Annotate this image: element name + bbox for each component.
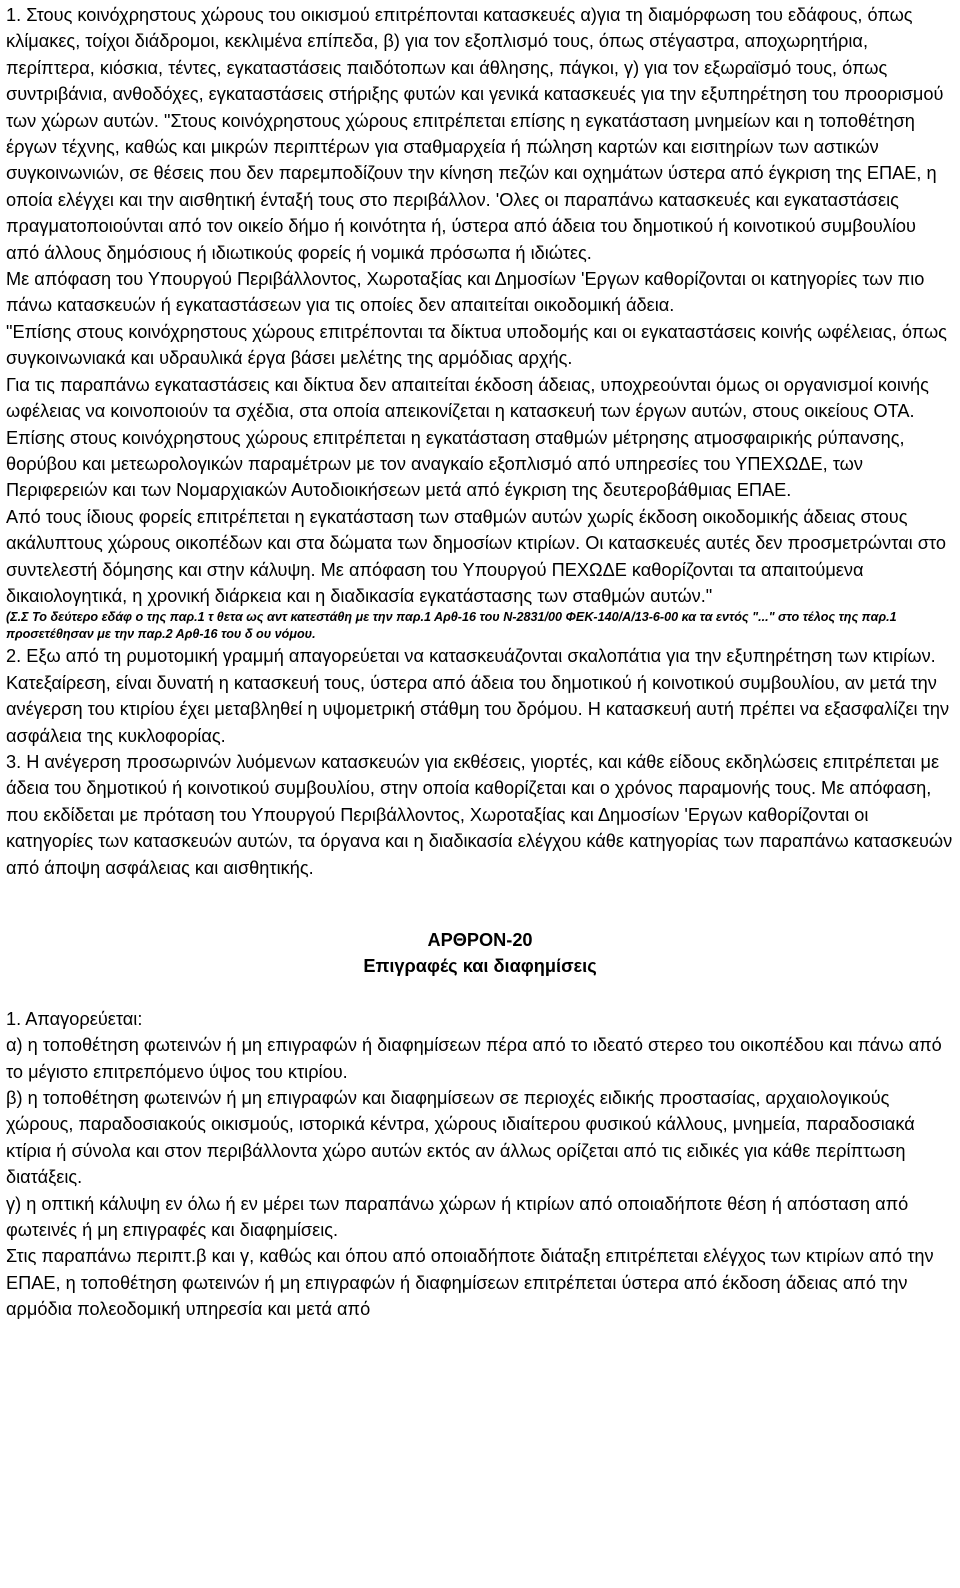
document-page — [6, 2, 954, 1323]
paragraph-2: 2. Εξω από τη ρυμοτομική γραμμή απαγορεύεται να κατασκευάζονται σκαλοπάτια για την εξυπηρέτηση των κτιρίων. Κατεξαίρεση, είναι δυνατή η κατασκευή τους, ύστερα από άδεια του δημοτικού ή κοινοτικού συμβουλίου, αν μετά την ανέγερση του κτιρίου έχει μεταβληθεί η υψομετρική στάθμη του δρόμου. Η κατασκευή αυτή πρέπει να εξασφαλίζει την ασφάλεια της κυκλοφορίας. — [6, 646, 950, 746]
article-paragraph-1-heading: 1. Απαγορεύεται: — [6, 1008, 143, 1029]
article-number: ΑΡΘΡΟΝ-20 — [427, 930, 533, 950]
paragraph-3: 3. Η ανέγερση προσωρινών λυόμενων κατασκευών για εκθέσεις, γιορτές, και κάθε είδους εκδηλώσεις επιτρέπεται με άδεια του δημοτικού ή κοινοτικού συμβουλίου, στην οποία καθορίζεται και ο χρόνος παραμονής τους. Με απόφαση, που εκδίδεται με πρόταση του Υπουργού Περιβάλλοντος, Χωροταξίας και Δημοσίων 'Εργων καθορίζονται οι κατηγορίες των κατασκευών αυτών, τα όργανα και η διαδικασία ελέγχου κάθε κατηγορίας των παραπάνω κατασκευών από άποψη ασφάλειας και αισθητικής. — [6, 751, 953, 878]
paragraph-measurement-stations: Επίσης στους κοινόχρηστους χώρους επιτρέπεται η εγκατάσταση σταθμών μέτρησης ατμοσφαιρικής ρύπανσης, θορύβου και μετεωρολογικών παραμέτρων με τον αναγκαίο εξοπλισμό από υπηρεσίες του ΥΠΕΧΩΔΕ, των Περιφερειών και των Νομαρχιακών Αυτοδιοικήσεων μετά από έγκριση της δευτεροβάθμιας ΕΠΑΕ. — [6, 427, 905, 501]
article-item-a: α) η τοποθέτηση φωτεινών ή μη επιγραφών ή διαφημίσεων πέρα από το ιδεατό στερεο του οικοπέδου και πάνω από το μέγιστο επιτρεπόμενο ύψος του κτιρίου. — [6, 1035, 942, 1082]
paragraph-stations-installation: Από τους ίδιους φορείς επιτρέπεται η εγκατάσταση των σταθμών αυτών χωρίς έκδοση οικοδομικής άδειας στους ακάλυπτους χώρους οικοπέδων και στα δώματα των δημοσίων κτιρίων. Οι κατασκευές αυτές δεν προσμετρώνται στο συντελεστή δόμησης και στην κάλυψη. Με απόφαση του Υπουργού ΠΕΧΩΔΕ καθορίζονται τα απαιτούμενα δικαιολογητικά, η χρονική διάρκεια και η διαδικασία εγκατάστασης των σταθμών αυτών." — [6, 506, 946, 606]
paragraph-infrastructure-networks: "Επίσης στους κοινόχρηστους χώρους επιτρέπονται τα δίκτυα υποδομής και οι εγκαταστάσεις κοινής ωφέλειας, όπως συγκοινωνιακά και υδραυλικά έργα βάσει μελέτης της αρμόδιας αρχής. — [6, 321, 947, 369]
article-closing-paragraph: Στις παραπάνω περιπτ.β και γ, καθώς και όπου από οποιαδήποτε διάταξη επιτρέπεται ελέγχος των κτιρίων από την ΕΠΑΕ, η τοποθέτηση φωτεινών ή μη επιγραφών ή διαφημίσεων επιτρέπεται ύστερα από έκδοση άδειας από την αρμόδια πολεοδομική υπηρεσία και μετά από — [6, 1246, 934, 1320]
paragraph-ministerial-decision: Με απόφαση του Υπουργού Περιβάλλοντος, Χωροταξίας και Δημοσίων 'Εργων καθορίζονται οι κατηγορίες των πιο πάνω κατασκευών ή εγκαταστάσεων για τις οποίες δεν απαιτείται οικοδομική άδεια. — [6, 269, 925, 316]
paragraph-no-permit: Για τις παραπάνω εγκαταστάσεις και δίκτυα δεν απαιτείται έκδοση άδειας, υποχρεούνται όμως οι οργανισμοί κοινής ωφέλειας να κοινοποιούν τα σχέδια, στα οποία απεικονίζεται η κατασκευή των έργων αυτών, στους οικείους ΟΤΑ. — [6, 374, 929, 422]
editor-note: (Σ.Σ Το δεύτερο εδάφ ο της παρ.1 τ θετα ως αντ κατεστάθη με την παρ.1 Αρθ-16 του Ν-2831/00 ΦΕΚ-140/Α/13-6-00 κα τα εντός "..." στο τέλος της παρ.1 προσετέθησαν με την παρ.2 Αρθ-16 του δ ου νόμου. — [6, 610, 897, 642]
paragraph-1: 1. Στους κοινόχρηστους χώρους του οικισμού επιτρέπονται κατασκευές α)για τη διαμόρφωση του εδάφους, όπως κλίμακες, τοίχοι διάδρομοι, κεκλιμένα επίπεδα, β) για τον εξοπλισμό τους, όπως στέγαστρα, αποχωρητήρια, περίπτερα, κιόσκια, τέντες, εγκαταστάσεις παιδότοπων και άθλησης, πάγκοι, γ) για τον εξωραϊσμό τους, όπως συντριβάνια, ανθοδόχες, εγκαταστάσεις στήριξης φυτών και γενικά κατασκευές για την εξυπηρέτηση του προορισμού των χώρων αυτών. "Στους κοινόχρηστους χώρους επιτρέπεται επίσης η εγκατάσταση μνημείων και η τοποθέτηση έργων τέχνης, καθώς και μικρών περιπτέρων για σταθμαρχεία ή πώληση καρτών και εισιτηρίων των αστικών συγκοινωνιών, σε θέσεις που δεν παρεμποδίζουν την κίνηση πεζών και οχημάτων ύστερα από έγκριση της ΕΠΑΕ, η οποία ελέγχει και την αισθητική ένταξή τους στο περιβάλλον. 'Ολες οι παραπάνω κατασκευές και εγκαταστάσεις πραγματοποιούνται από τον οικείο δήμο ή κοινότητα ή, ύστερα από άδεια του δημοτικού ή κοινοτικού συμβουλίου από άλλους δημόσιους ή ιδιωτικούς φορείς ή νομικά πρόσωπα ή ιδιώτες. — [6, 5, 944, 263]
article-item-c: γ) η οπτική κάλυψη εν όλω ή εν μέρει των παραπάνω χώρων ή κτιρίων από οποιαδήποτε θέση ή απόσταση από φωτεινές ή μη επιγραφές και διαφημίσεις. — [6, 1193, 909, 1241]
spacer — [6, 980, 954, 1006]
article-item-b: β) η τοποθέτηση φωτεινών ή μη επιγραφών και διαφημίσεων σε περιοχές ειδικής προστασίας, αρχαιολογικούς χώρους, παραδοσιακούς οικισμούς, ιστορικά κέντρα, χώρους ιδιαίτερου φυσικού κάλλους, μνημεία, παραδοσιακά κτίρια ή σύνολα και στον περιβάλλοντα χώρο αυτών εκτός αν άλλως ορίζεται από τις ειδικές για κάθε περίπτωση διατάξεις. — [6, 1088, 915, 1188]
spacer — [6, 881, 954, 927]
article-title: Επιγραφές και διαφημίσεις — [363, 956, 597, 977]
